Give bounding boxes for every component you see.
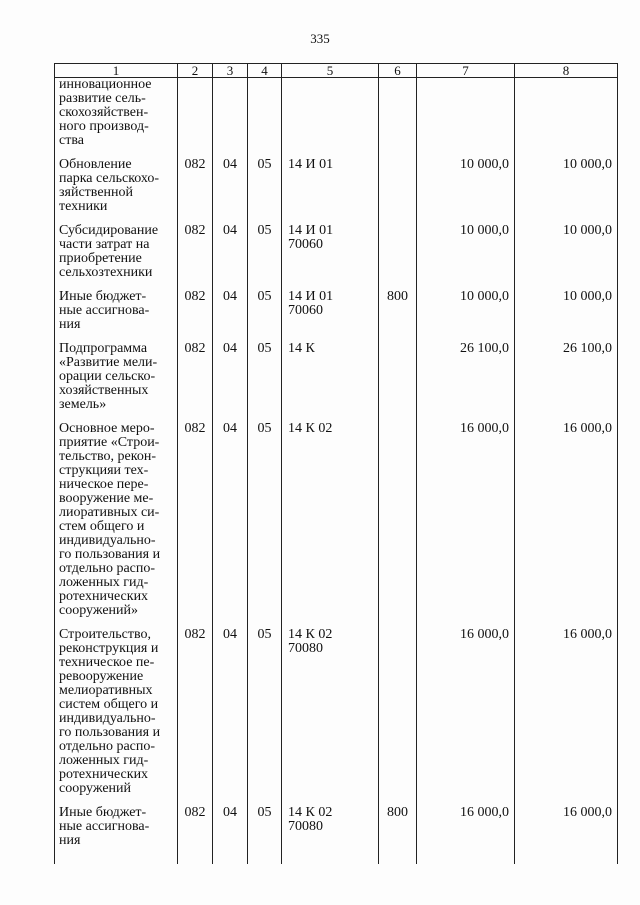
cell-col7: 16 000,0 bbox=[417, 422, 515, 618]
cell-col5: 14 И 01 70060 bbox=[288, 223, 334, 252]
row-name: инновационное развитие сель- скохозяйствен- ного производ- ства bbox=[59, 77, 152, 148]
table-row bbox=[55, 342, 618, 412]
row-name: Обновление парка сельскохо- зяйственной техники bbox=[59, 157, 160, 214]
cell-col6 bbox=[379, 628, 417, 796]
cell-col7: 16 000,0 bbox=[417, 628, 515, 796]
cell-col4: 05 bbox=[248, 290, 282, 332]
cell-col2: 082 bbox=[178, 806, 213, 848]
row-name: Субсидирование части затрат на приобретение сельхозтехники bbox=[59, 223, 159, 280]
cell-col5: 14 К 02 70080 bbox=[288, 805, 333, 834]
cell-col3: 04 bbox=[213, 806, 248, 848]
table-row bbox=[55, 806, 618, 848]
cell-col6: 800 bbox=[379, 290, 417, 332]
cell-col6: 800 bbox=[379, 806, 417, 848]
cell-col2: 082 bbox=[178, 628, 213, 796]
cell-col3: 04 bbox=[213, 224, 248, 280]
cell-col2: 082 bbox=[178, 224, 213, 280]
cell-col3: 04 bbox=[213, 628, 248, 796]
cell-col6 bbox=[379, 224, 417, 280]
cell-col8: 10 000,0 bbox=[515, 224, 618, 280]
row-name: Строительство, реконструкция и техническое пе- ревооружение мелиоративных систем общего и индивидуально- го пользования и отдельно распо- ложенных гид- ротехнических сооружений bbox=[59, 627, 161, 796]
cell-col6 bbox=[379, 342, 417, 412]
table-row bbox=[55, 78, 618, 149]
cell-col2: 082 bbox=[178, 158, 213, 214]
cell-col3 bbox=[213, 78, 248, 149]
cell-col5: 14 К bbox=[288, 341, 315, 356]
cell-col7: 10 000,0 bbox=[417, 158, 515, 214]
column-header-1: 1 bbox=[55, 64, 178, 78]
cell-col5: 14 К 02 bbox=[288, 421, 333, 436]
cell-col8: 16 000,0 bbox=[515, 806, 618, 848]
cell-col4: 05 bbox=[248, 158, 282, 214]
table-row bbox=[55, 628, 618, 796]
cell-col6 bbox=[379, 78, 417, 149]
cell-col7: 10 000,0 bbox=[417, 224, 515, 280]
cell-col4: 05 bbox=[248, 342, 282, 412]
cell-col3: 04 bbox=[213, 422, 248, 618]
cell-col6 bbox=[379, 422, 417, 618]
column-header-8: 8 bbox=[515, 64, 618, 78]
cell-col8: 10 000,0 bbox=[515, 158, 618, 214]
column-header-6: 6 bbox=[379, 64, 417, 78]
cell-col7: 16 000,0 bbox=[417, 806, 515, 848]
cell-col4: 05 bbox=[248, 806, 282, 848]
row-name: Подпрограмма «Развитие мели- орации сельско- хозяйственных земель» bbox=[59, 341, 158, 412]
cell-col4: 05 bbox=[248, 422, 282, 618]
cell-col2 bbox=[178, 78, 213, 149]
cell-col7: 10 000,0 bbox=[417, 290, 515, 332]
table-row bbox=[55, 422, 618, 618]
cell-col8: 16 000,0 bbox=[515, 628, 618, 796]
budget-table bbox=[54, 63, 618, 864]
table-row bbox=[55, 158, 618, 214]
cell-col4: 05 bbox=[248, 224, 282, 280]
cell-col5: 14 К 02 70080 bbox=[288, 627, 333, 656]
cell-col4 bbox=[248, 78, 282, 149]
cell-col4: 05 bbox=[248, 628, 282, 796]
cell-col2: 082 bbox=[178, 290, 213, 332]
cell-col3: 04 bbox=[213, 342, 248, 412]
cell-col2: 082 bbox=[178, 422, 213, 618]
cell-col7: 26 100,0 bbox=[417, 342, 515, 412]
cell-col8: 16 000,0 bbox=[515, 422, 618, 618]
column-header-4: 4 bbox=[248, 64, 282, 78]
cell-col8: 10 000,0 bbox=[515, 290, 618, 332]
cell-col8 bbox=[515, 78, 618, 149]
cell-col8: 26 100,0 bbox=[515, 342, 618, 412]
table-row bbox=[55, 224, 618, 280]
cell-col6 bbox=[379, 158, 417, 214]
row-name: Иные бюджет- ные ассигнова- ния bbox=[59, 289, 150, 332]
header-row bbox=[55, 64, 618, 78]
cell-col3: 04 bbox=[213, 290, 248, 332]
column-header-2: 2 bbox=[178, 64, 213, 78]
column-header-5: 5 bbox=[282, 64, 379, 78]
column-header-3: 3 bbox=[213, 64, 248, 78]
cell-col2: 082 bbox=[178, 342, 213, 412]
table-row bbox=[55, 290, 618, 332]
column-header-7: 7 bbox=[417, 64, 515, 78]
page-number: 335 bbox=[310, 31, 330, 46]
cell-col7 bbox=[417, 78, 515, 149]
cell-col3: 04 bbox=[213, 158, 248, 214]
row-name: Иные бюджет- ные ассигнова- ния bbox=[59, 805, 150, 848]
row-name: Основное меро- приятие «Строи- тельство, рекон- струкцияи тех- ническое пере- вооружение ме- лиоративных си- стем общего и индивидуально- го пользования и отдельно распо- ложенных гид- ротехнических сооружений» bbox=[59, 421, 161, 618]
cell-col5: 14 И 01 bbox=[288, 157, 334, 172]
cell-col5: 14 И 01 70060 bbox=[288, 289, 334, 318]
